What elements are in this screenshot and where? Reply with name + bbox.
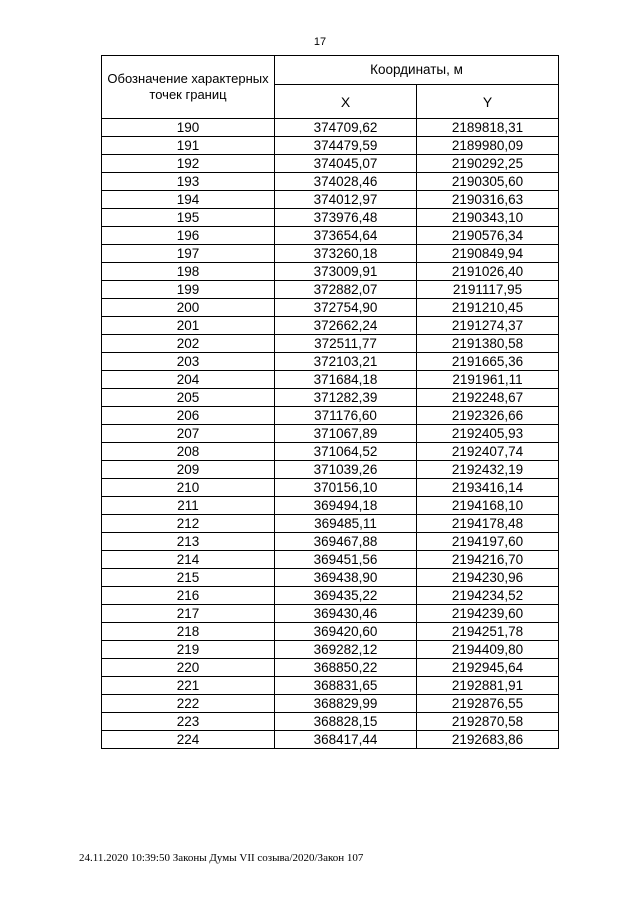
cell-x: 369282,12 [275,641,417,659]
cell-point: 196 [102,227,275,245]
cell-point: 215 [102,569,275,587]
cell-x: 374012,97 [275,191,417,209]
cell-x: 368831,65 [275,677,417,695]
cell-x: 374479,59 [275,137,417,155]
table-row [102,119,559,137]
cell-x: 369420,60 [275,623,417,641]
cell-point: 198 [102,263,275,281]
table-row [102,389,559,407]
cell-y: 2189980,09 [417,137,559,155]
table-row [102,731,559,749]
cell-x: 371176,60 [275,407,417,425]
cell-y: 2194216,70 [417,551,559,569]
cell-y: 2194178,48 [417,515,559,533]
table-row [102,209,559,227]
cell-y: 2194230,96 [417,569,559,587]
cell-x: 371064,52 [275,443,417,461]
cell-y: 2194409,80 [417,641,559,659]
cell-x: 368850,22 [275,659,417,677]
cell-x: 373009,91 [275,263,417,281]
header-x: X [275,85,417,119]
cell-x: 369451,56 [275,551,417,569]
cell-y: 2192326,66 [417,407,559,425]
header-coordinates: Координаты, м [275,56,559,85]
cell-x: 374028,46 [275,173,417,191]
cell-y: 2190316,63 [417,191,559,209]
cell-y: 2192407,74 [417,443,559,461]
table-row [102,605,559,623]
cell-point: 209 [102,461,275,479]
table-row [102,533,559,551]
header-point-designation: Обозначение характерных точек границ [102,56,275,119]
cell-y: 2194168,10 [417,497,559,515]
cell-point: 195 [102,209,275,227]
table-row [102,515,559,533]
cell-y: 2192683,86 [417,731,559,749]
cell-y: 2194251,78 [417,623,559,641]
table-row [102,461,559,479]
table-body [102,119,559,749]
coordinates-table [101,55,559,749]
cell-y: 2192945,64 [417,659,559,677]
cell-x: 369494,18 [275,497,417,515]
cell-x: 369467,88 [275,533,417,551]
cell-x: 373654,64 [275,227,417,245]
cell-x: 368829,99 [275,695,417,713]
cell-y: 2191274,37 [417,317,559,335]
cell-point: 202 [102,335,275,353]
cell-x: 369435,22 [275,587,417,605]
cell-point: 223 [102,713,275,731]
cell-y: 2191117,95 [417,281,559,299]
cell-x: 373260,18 [275,245,417,263]
cell-point: 206 [102,407,275,425]
cell-y: 2194197,60 [417,533,559,551]
cell-y: 2189818,31 [417,119,559,137]
cell-point: 210 [102,479,275,497]
cell-point: 214 [102,551,275,569]
table-row [102,173,559,191]
cell-point: 201 [102,317,275,335]
cell-x: 371684,18 [275,371,417,389]
cell-y: 2192432,19 [417,461,559,479]
table-row [102,137,559,155]
table-row [102,677,559,695]
table-row [102,641,559,659]
table-row [102,263,559,281]
cell-point: 222 [102,695,275,713]
cell-x: 372511,77 [275,335,417,353]
table-row [102,191,559,209]
cell-y: 2192870,58 [417,713,559,731]
cell-y: 2191210,45 [417,299,559,317]
cell-point: 199 [102,281,275,299]
footer-stamp: 24.11.2020 10:39:50 Законы Думы VII созыва/2020/Закон 107 [79,852,364,864]
cell-point: 221 [102,677,275,695]
cell-y: 2194234,52 [417,587,559,605]
cell-y: 2194239,60 [417,605,559,623]
cell-y: 2191380,58 [417,335,559,353]
table-row [102,299,559,317]
table-row [102,227,559,245]
cell-point: 191 [102,137,275,155]
cell-point: 197 [102,245,275,263]
cell-point: 208 [102,443,275,461]
table-row [102,371,559,389]
cell-point: 219 [102,641,275,659]
cell-point: 200 [102,299,275,317]
cell-point: 203 [102,353,275,371]
cell-point: 194 [102,191,275,209]
table-row [102,479,559,497]
cell-x: 374709,62 [275,119,417,137]
cell-x: 369430,46 [275,605,417,623]
cell-y: 2190576,34 [417,227,559,245]
cell-point: 218 [102,623,275,641]
table-row [102,317,559,335]
cell-x: 372754,90 [275,299,417,317]
table-row [102,407,559,425]
cell-x: 373976,48 [275,209,417,227]
cell-point: 190 [102,119,275,137]
cell-y: 2190292,25 [417,155,559,173]
cell-x: 368828,15 [275,713,417,731]
cell-y: 2192248,67 [417,389,559,407]
table-row [102,155,559,173]
table-row [102,497,559,515]
cell-y: 2192405,93 [417,425,559,443]
cell-point: 216 [102,587,275,605]
cell-y: 2191026,40 [417,263,559,281]
cell-y: 2190849,94 [417,245,559,263]
cell-point: 220 [102,659,275,677]
table-row [102,353,559,371]
cell-point: 224 [102,731,275,749]
cell-point: 204 [102,371,275,389]
table-row [102,335,559,353]
cell-y: 2191961,11 [417,371,559,389]
table-row [102,245,559,263]
table-row [102,281,559,299]
cell-x: 371067,89 [275,425,417,443]
cell-x: 371039,26 [275,461,417,479]
cell-point: 212 [102,515,275,533]
table-row [102,569,559,587]
cell-x: 371282,39 [275,389,417,407]
cell-point: 213 [102,533,275,551]
cell-y: 2192881,91 [417,677,559,695]
cell-x: 372662,24 [275,317,417,335]
table-row [102,659,559,677]
cell-x: 369485,11 [275,515,417,533]
table-row [102,713,559,731]
cell-y: 2190305,60 [417,173,559,191]
page-number: 17 [313,36,327,48]
cell-y: 2191665,36 [417,353,559,371]
cell-point: 211 [102,497,275,515]
cell-x: 372103,21 [275,353,417,371]
cell-x: 372882,07 [275,281,417,299]
table-row [102,425,559,443]
table-row [102,443,559,461]
table-row [102,623,559,641]
cell-point: 192 [102,155,275,173]
cell-x: 369438,90 [275,569,417,587]
cell-point: 217 [102,605,275,623]
table-row [102,587,559,605]
table-row [102,551,559,569]
cell-y: 2190343,10 [417,209,559,227]
header-y: Y [417,85,559,119]
cell-point: 193 [102,173,275,191]
cell-point: 205 [102,389,275,407]
cell-point: 207 [102,425,275,443]
cell-x: 374045,07 [275,155,417,173]
cell-y: 2192876,55 [417,695,559,713]
table-header [102,56,559,119]
cell-x: 368417,44 [275,731,417,749]
cell-x: 370156,10 [275,479,417,497]
cell-y: 2193416,14 [417,479,559,497]
table-row [102,695,559,713]
